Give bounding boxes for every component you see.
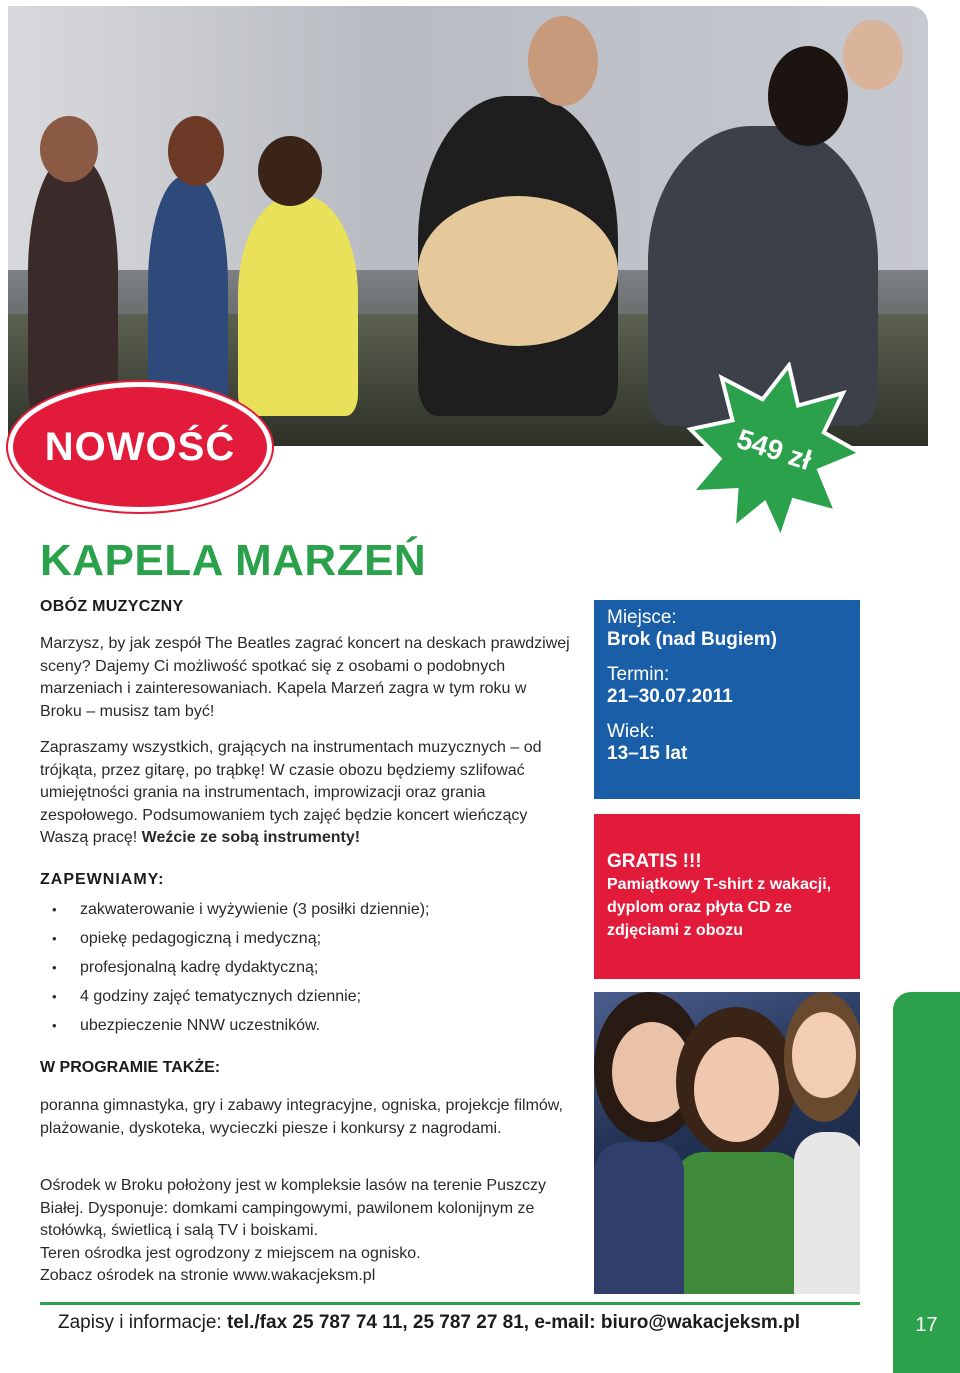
performer-figure <box>28 156 118 416</box>
guitar-body <box>418 196 618 346</box>
new-badge <box>8 382 272 512</box>
invite-paragraph <box>40 737 570 850</box>
new-badge-label: NOWOŚĆ <box>44 424 236 469</box>
performer-head <box>258 136 322 206</box>
zapewniamy-heading: ZAPEWNIAMY: <box>40 871 165 888</box>
zapewniamy-list <box>52 899 429 1044</box>
info-box <box>594 600 860 799</box>
term-value: 21–30.07.2011 <box>607 686 733 707</box>
place-value: Brok (nad Bugiem) <box>607 629 777 650</box>
page-number: 17 <box>915 1314 938 1336</box>
camp-subtitle: OBÓZ MUZYCZNY <box>40 598 184 615</box>
facility-paragraph <box>40 1175 575 1288</box>
footer-contact <box>58 1312 800 1334</box>
list-item: • zakwaterowanie i wyżywienie (3 posiłki dziennie); <box>52 899 429 928</box>
program-paragraph: poranna gimnastyka, gry i zabawy integracyjne, ogniska, projekcje filmów, plażowanie, dyskoteka, wycieczki piesze i konkursy z nagrodami. <box>40 1097 563 1137</box>
camper-shirt <box>594 1142 684 1294</box>
list-item: • 4 godziny zajęć tematycznych dziennie; <box>52 986 429 1015</box>
footer-contact-info: tel./fax 25 787 74 11, 25 787 27 81, e-mail: biuro@wakacjeksm.pl <box>226 1312 800 1333</box>
term-label: Termin: <box>607 664 670 685</box>
performer-figure <box>238 196 358 416</box>
price-starburst <box>686 362 862 538</box>
campers-photo <box>594 992 860 1294</box>
program-heading: W PROGRAMIE TAKŻE: <box>40 1059 221 1076</box>
list-item: • opiekę pedagogiczną i medyczną; <box>52 928 429 957</box>
facility-line: Zobacz ośrodek na stronie www.wakacjeksm.pl <box>40 1267 376 1284</box>
invite-bold-text: Weźcie ze sobą instrumenty! <box>141 829 361 846</box>
performer-head <box>528 16 598 106</box>
age-value: 13–15 lat <box>607 743 688 764</box>
camper-shirt <box>674 1152 804 1294</box>
performer-head <box>168 116 224 186</box>
facility-line: Ośrodek w Broku położony jest w kompleksie lasów na terenie Puszczy Białej. Dysponuje: domkami campingowymi, pawilonem kolonijnym ze stołówką, świetlicą i salą TV i boiskami. <box>40 1177 546 1239</box>
intro-paragraph: Marzysz, by jak zespół The Beatles zagrać koncert na deskach prawdziwej sceny? Dajemy Ci możliwość spotkać się z osobami o podobnych marzeniach i zainteresowaniach. Kapela Marzeń zagra w tym roku w Broku – musisz tam być! <box>40 635 570 720</box>
facility-line: Teren ośrodka jest ogrodzony z miejscem na ognisko. <box>40 1244 421 1262</box>
performer-head <box>768 46 848 146</box>
camper-face <box>694 1037 779 1142</box>
camper-shirt <box>794 1132 860 1294</box>
invite-text: Zapraszamy wszystkich, grających na instrumentach muzycznych – od trójkąta, przez gitarę, po trąbkę! W czasie obozu będziemy szlifować umiejętności grania na instrumentach, improwizacji oraz grania zespołowego. Podsumowaniem tych zajęć będzie koncert wieńczący Waszą pracę! <box>40 739 542 846</box>
camp-title: KAPELA MARZEŃ <box>40 536 427 585</box>
age-label: Wiek: <box>607 721 655 742</box>
price-label: 549 zł <box>733 422 816 477</box>
performer-head <box>40 116 98 182</box>
gratis-box <box>594 814 860 979</box>
camper-face <box>792 1012 856 1098</box>
footer-divider <box>40 1302 860 1305</box>
page-number-tab <box>893 992 960 1373</box>
place-label: Miejsce: <box>607 607 677 628</box>
performer-head <box>843 20 903 90</box>
footer-label: Zapisy i informacje: <box>58 1312 227 1333</box>
list-item: • ubezpieczenie NNW uczestników. <box>52 1015 429 1044</box>
gratis-text: Pamiątkowy T-shirt z wakacji, dyplom oraz płyta CD ze zdjęciami z obozu <box>607 876 832 939</box>
gratis-heading: GRATIS !!! <box>607 851 702 872</box>
performer-figure <box>148 176 228 416</box>
list-item: • profesjonalną kadrę dydaktyczną; <box>52 957 429 986</box>
